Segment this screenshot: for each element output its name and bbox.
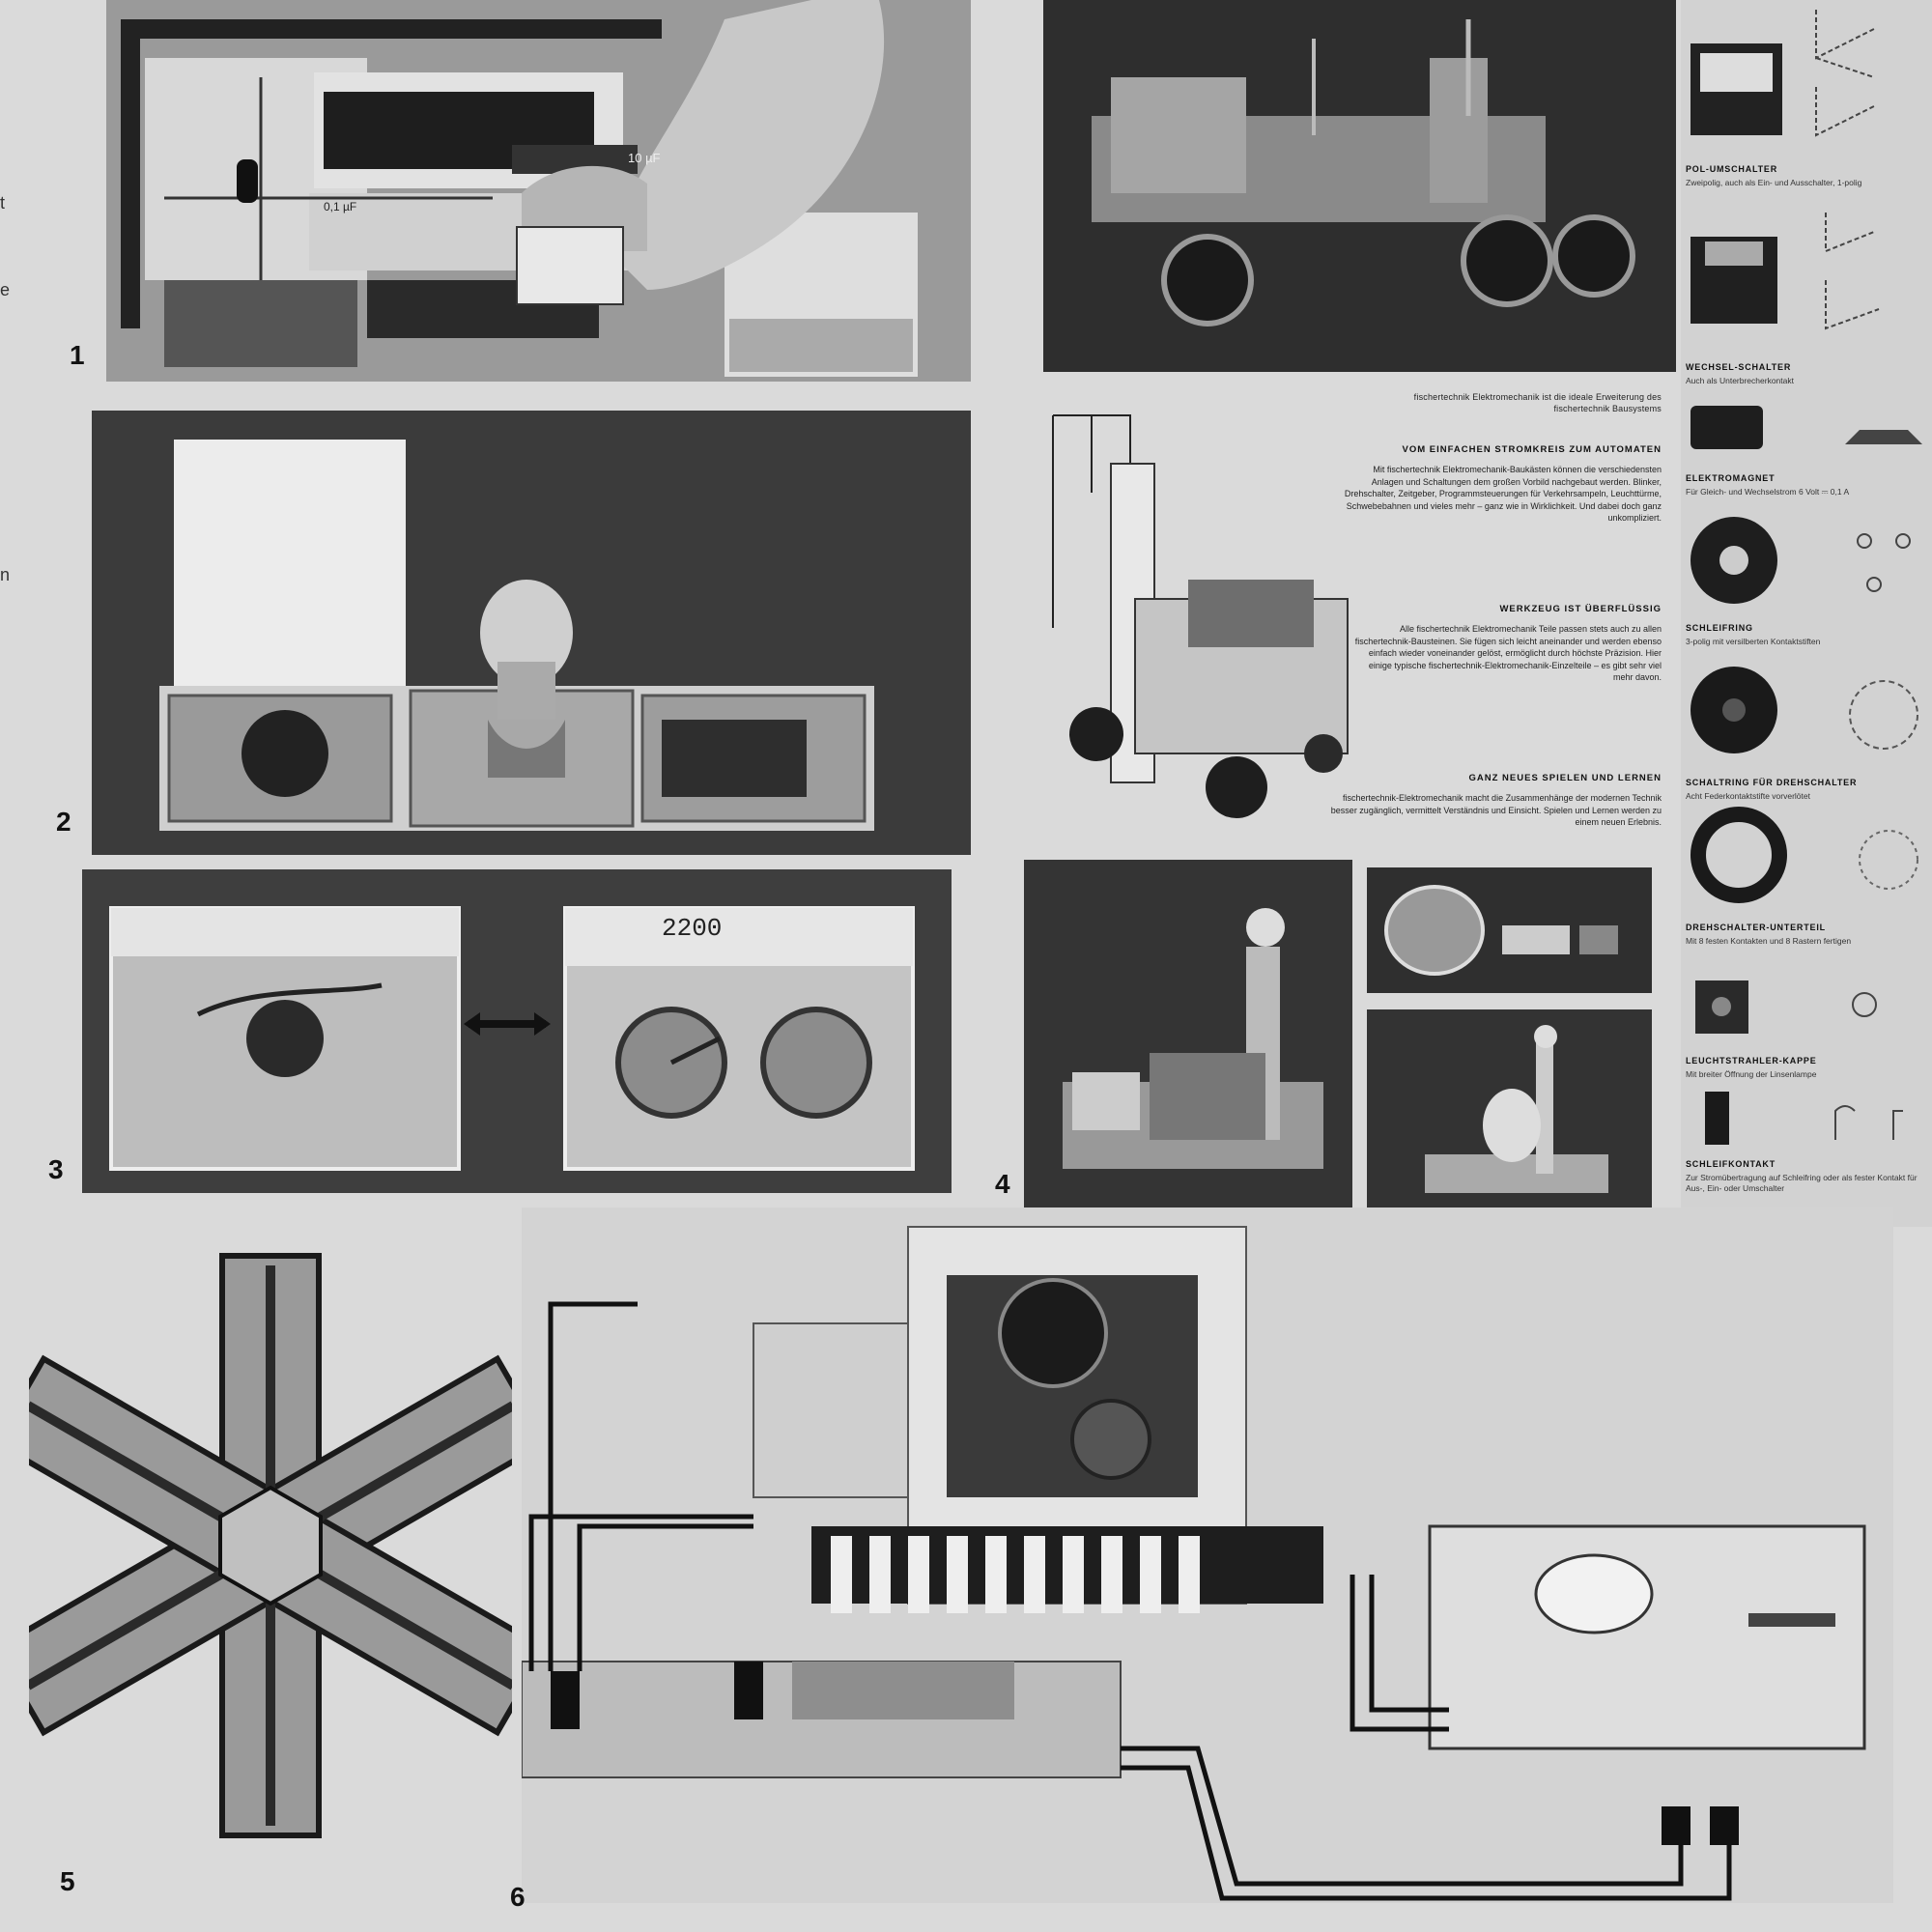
part-desc-schaltring: Acht Federkontaktstifte vorverlötet bbox=[1686, 791, 1810, 801]
capacitor-label-10uf: 10 µF bbox=[628, 151, 661, 165]
figure-3-illustration bbox=[82, 869, 952, 1193]
part-desc-pol-umschalter: Zweipolig, auch als Ein- und Ausschalter, 1-polig bbox=[1686, 178, 1862, 187]
capacitor-label-0-1uf: 0,1 µF bbox=[324, 200, 357, 213]
part-title-elektromagnet: ELEKTROMAGNET bbox=[1686, 473, 1776, 483]
figure-4-model-photo-b bbox=[1367, 867, 1652, 993]
part-desc-schleifkontakt: Zur Stromübertragung auf Schleifring oder als fester Kontakt für Aus-, Ein- oder Umschalter bbox=[1686, 1173, 1918, 1193]
figure-4-truck-photo bbox=[1043, 0, 1676, 372]
part-title-wechsel-schalter: WECHSEL-SCHALTER bbox=[1686, 362, 1792, 372]
figure-4-model-photo-a bbox=[1024, 860, 1352, 1212]
figure-2-photo bbox=[92, 411, 971, 855]
figure-2-illustration bbox=[92, 411, 971, 855]
figure-number-2: 2 bbox=[56, 807, 71, 837]
section-heading-2: WERKZEUG IST ÜBERFLÜSSIG bbox=[1499, 604, 1662, 614]
part-title-schaltring: SCHALTRING FÜR DREHSCHALTER bbox=[1686, 778, 1858, 787]
figure-number-3: 3 bbox=[48, 1154, 64, 1184]
figure-number-4: 4 bbox=[995, 1169, 1010, 1199]
part-desc-elektromagnet: Für Gleich- und Wechselstrom 6 Volt ⎓ 0,1 A bbox=[1686, 487, 1850, 497]
part-title-leuchtstrahler-kappe: LEUCHTSTRAHLER-KAPPE bbox=[1686, 1056, 1817, 1065]
truck-model-illustration bbox=[1043, 0, 1676, 372]
intro-caption: fischertechnik Elektromechanik ist die ideale Erweiterung des fischertechnik Bausystems bbox=[1413, 392, 1662, 413]
motor-model-illustration bbox=[1367, 867, 1652, 993]
figure-number-6: 6 bbox=[510, 1882, 526, 1912]
margin-letter: t bbox=[0, 193, 6, 213]
part-title-schleifring: SCHLEIFRING bbox=[1686, 623, 1753, 633]
section-body-2: Alle fischertechnik Elektromechanik Teile passen stets auch zu allen fischertechnik-Bausteinen. Sie fügen sich leicht aneinander und werden ebenso einfach wieder voneinander gelöst, ermöglicht durch höchste Präzision. Hier einige typische fischertechnik-Elektromechanik-Einzelteile – es gibt sehr viel mehr davon. bbox=[1354, 624, 1662, 682]
figure-6-photo bbox=[522, 1208, 1893, 1903]
resistor-box-label: 2200 bbox=[662, 914, 723, 943]
part-desc-schleifring: 3-polig mit versilberten Kontaktstiften bbox=[1686, 637, 1821, 646]
section-body-3: fischertechnik-Elektromechanik macht die Zusammenhänge der modernen Technik besser zugänglich, vermittelt Verständnis und Einsicht. Spielen und Lernen werden zu einem neuen Erlebnis. bbox=[1330, 793, 1662, 827]
figure-1-illustration bbox=[106, 0, 971, 382]
part-desc-leuchtstrahler-kappe: Mit breiter Öffnung der Linsenlampe bbox=[1686, 1069, 1817, 1079]
figure-3-photo bbox=[82, 869, 952, 1193]
section-body-1: Mit fischertechnik Elektromechanik-Baukästen können die verschiedensten Anlagen und Schaltungen dem großen Vorbild nachgebaut werden. Blinker, Drehschalter, Zeitgeber, Programmsteuerungen für Verkehrsampeln, Leuchttürme, Schwebebahnen und vieles mehr – ganz wie in Wirklichkeit. Und dabei doch ganz unkompliziert. bbox=[1344, 465, 1662, 523]
motor-wiring-illustration bbox=[522, 1208, 1893, 1903]
section-heading-1: VOM EINFACHEN STROMKREIS ZUM AUTOMATEN bbox=[1402, 444, 1662, 455]
figure-5-profile-star bbox=[29, 1236, 512, 1864]
rotor-model-illustration bbox=[1367, 1009, 1652, 1217]
part-title-pol-umschalter: POL-UMSCHALTER bbox=[1686, 164, 1778, 174]
margin-letter: n bbox=[0, 565, 11, 584]
figure-1-photo bbox=[106, 0, 971, 382]
figure-4-model-photo-c bbox=[1367, 1009, 1652, 1217]
section-heading-3: GANZ NEUES SPIELEN UND LERNEN bbox=[1468, 773, 1662, 783]
part-desc-drehschalter-unterteil: Mit 8 festen Kontakten und 8 Rastern fertigen bbox=[1686, 936, 1852, 946]
part-title-schleifkontakt: SCHLEIFKONTAKT bbox=[1686, 1159, 1776, 1169]
part-title-drehschalter-unterteil: DREHSCHALTER-UNTERTEIL bbox=[1686, 923, 1826, 932]
margin-letter: e bbox=[0, 280, 11, 299]
figure-number-1: 1 bbox=[70, 340, 85, 370]
lamp-model-illustration bbox=[1024, 860, 1352, 1212]
figure-number-5: 5 bbox=[60, 1866, 75, 1896]
parts-column bbox=[1681, 0, 1932, 1227]
profile-star-illustration bbox=[29, 1236, 512, 1864]
part-desc-wechsel-schalter: Auch als Unterbrecherkontakt bbox=[1686, 376, 1794, 385]
